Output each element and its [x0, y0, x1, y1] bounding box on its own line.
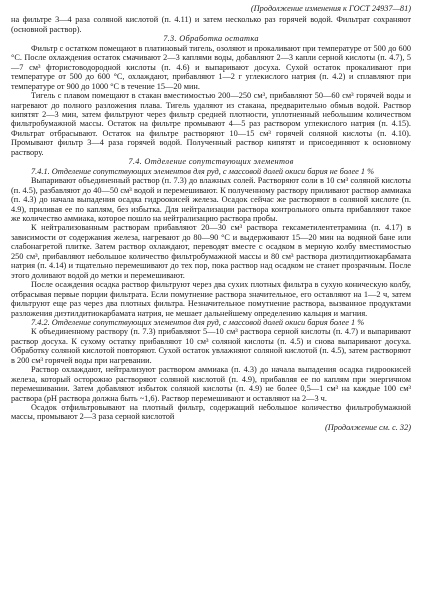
document-body [11, 15, 411, 421]
subsection-heading: 7.4.2. Отделение сопутствующих элементов для руд, с массовой долей окиси бария более 1 % [31, 317, 365, 327]
subsection-heading: 7.4.1. Отделение сопутствующих элементов для руд, с массовой долей окиси бария не более 1 % [31, 166, 375, 176]
paragraph: К объединенному раствору (п. 7.3) прибавляют 5—10 см³ раствора серной кислоты (п. 4.7) и выпаривают раствор досуха. К сухому остатку прибавляют 10 см³ соляной кислоты (п. 4.5) и снова выпаривают досуха. Обработку соляной кислотой повторяют. Сухой остаток увлажняют соляной кислотой (п. 4.5), затем растворяют в 200 см³ горячей воды при нагревании. [11, 327, 411, 365]
page-header: (Продолжение изменения к ГОСТ 24937—81) [250, 4, 411, 13]
section-heading: 7.4. Отделение сопутствующих элементов [128, 157, 294, 167]
paragraph: Тигель с плавом помещают в стакан вместимостью 200—250 см³, прибавляют 50—60 см³ горячей воды и нагревают до полного разложения плава. Тигель удаляют из стакана, предварительно обмыв водой. Раствор кипятят 2—3 мин, затем фильтруют через фильтр средней плотности, уплотненный небольшим количеством фильтробумажной массы. Остаток на фильтре промывают 4—5 раз раствором углекислого натрия (п. 4.15). Фильтрат отбрасывают. Остаток на фильтре растворяют 10—15 см³ горячей соляной кислоты (п. 4.10). Промывают фильтр 3—4 раза горячей водой. Полученный раствор кипятят и присоединяют к основному раствору. [11, 91, 411, 157]
paragraph: К нейтрализованным растворам прибавляют 20—30 см³ раствора гексаметилентетрамина (п. 4.17) в зависимости от содержания железа, нагревают до 80—90 °С и выдерживают 15—20 мин на водяной бане или слабонагретой плитке. Затем раствор охлаждают, переводят вместе с осадком в мерную колбу вместимостью 250 см³, прибавляют небольшое количество фильтробумажной массы и 80 см³ раствора диэтилдитиокарбамата натрия (п. 4.14) и тщательно перемешивают до тех пор, пока раствор над осадком не станет прозрачным. После этого доливают водой до метки и перемешивают. [11, 223, 411, 280]
paragraph: Раствор охлаждают, нейтрализуют раствором аммиака (п. 4.3) до начала выпадения осадка гидроокисей железа, который осторожно растворяют соляной кислотой (п. 4.9), прибавляя ее по каплям при энергичном перемешивании. Затем добавляют избыток соляной кислоты (п. 4.9) не более 0,5—1 см³ на каждые 100 см³ раствора (рН раствора должна быть ~1,6). Раствор перемешивают и оставляют на 2—3 ч. [11, 365, 411, 403]
paragraph: Осадок отфильтровывают на плотный фильтр, содержащий небольшое количество фильтробумажной массы, промывают 2—3 раза серной кислотой [11, 403, 411, 422]
paragraph: После осаждения осадка раствор фильтруют через два сухих плотных фильтра в сухую коническую колбу, отбрасывая первые порции фильтрата. Если помутнение раствора значительное, его оставляют на 1—2 ч, затем фильтруют еще раз через два плотных фильтра. Незначительное помутнение раствора, вызванное продуктами разложения диэтилдитиокарбамата натрия, не мешает дальнейшему определению кальция и магния. [11, 280, 411, 318]
continuation-note: (Продолжение см. с. 32) [324, 422, 411, 432]
section-heading: 7.3. Обработка остатка [163, 34, 259, 44]
paragraph: Выпаривают объединенный раствор (п. 7.3) до влажных солей. Растворяют соли в 10 см³ соляной кислоты (п. 4.5), разбавляют до 40—50 см³ водой и перемешивают. К полученному раствору приливают раствор аммиака (п. 4.3) до начала выпадения осадка гидроокисей железа. Осадок сейчас же растворяют в соляной кислоте (п. 4.9), приливая ее по каплям, без избытка. Для нейтрализации раствора контрольного опыта прибавляют такое же количество аммиака, которое пошло на нейтрализацию раствора пробы. [11, 176, 411, 223]
paragraph: на фильтре 3—4 раза соляной кислотой (п. 4.11) и затем несколько раз горячей водой. Фильтрат сохраняют (основной раствор). [11, 15, 411, 34]
paragraph: Фильтр с остатком помещают в платиновый тигель, озоляют и прокаливают при температуре от 500 до 600 °С. После охлаждения остаток смачивают 2—3 каплями воды, добавляют 2—3 капли серной кислоты (п. 4.7), 5—7 см³ фтористоводородной кислоты (п. 4.6) и выпаривают досуха. Сухой остаток прокаливают при температуре от 500 до 600 °С, охлаждают, прибавляют 1—2 г углекислого натрия (п. 4.2) и сплавляют при температуре от 900 до 1000 °С в течение 15—20 мин. [11, 43, 411, 91]
